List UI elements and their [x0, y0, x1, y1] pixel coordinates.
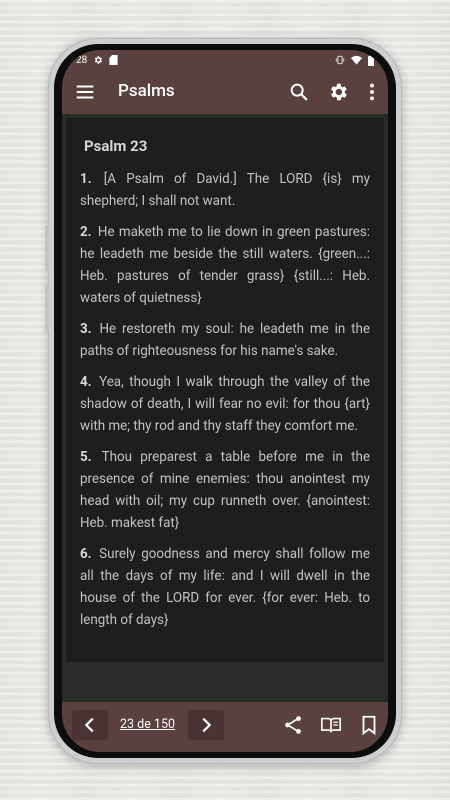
bookmark-icon[interactable] [358, 714, 380, 736]
sd-card-icon [109, 55, 118, 65]
verse-text: Thou preparest a table before me in the presence of mine enemies: thou anointest my head with oil; my cup runneth over. {anointest: Heb. makest fat} [80, 450, 370, 531]
chevron-right-icon [195, 714, 217, 736]
bottom-bar [62, 702, 388, 752]
next-chapter-button[interactable] [188, 710, 224, 740]
chapter-page-link[interactable]: 23 de 150 [120, 717, 176, 732]
verse-text: Yea, though I walk through the valley of the shadow of death, I will fear no evil: for thou {art} with me; thy rod and thy staff they comfort me. [80, 375, 370, 434]
share-icon[interactable] [282, 714, 304, 736]
vibrate-icon [335, 55, 345, 65]
verse-6 [80, 544, 370, 632]
status-bar [62, 50, 388, 70]
search-icon[interactable] [288, 81, 310, 103]
volume-button [45, 225, 49, 271]
previous-chapter-button[interactable] [72, 710, 108, 740]
verse-number: 2. [80, 225, 92, 240]
verse-number: 4. [80, 375, 92, 390]
verse-text: [A Psalm of David.] The LORD {is} my shepherd; I shall not want. [80, 172, 370, 209]
verse-text: He maketh me to lie down in green pastures: he leadeth me beside the still waters. {green...: Heb. pastures of tender grass} {still...: Heb. waters of quietness} [80, 225, 370, 306]
wifi-icon [351, 55, 362, 65]
settings-icon[interactable] [327, 81, 349, 103]
verse-2 [80, 222, 370, 310]
page-title: Psalms [118, 81, 175, 101]
verse-text: Surely goodness and mercy shall follow me all the days of my life: and I will dwell in the house of the LORD for ever. {for ever: Heb. to length of days} [80, 547, 371, 628]
chapter-heading: Psalm 23 [84, 137, 148, 155]
verse-text: He restoreth my soul: he leadeth me in the paths of righteousness for his name's sake. [80, 322, 370, 359]
verse-3 [80, 319, 370, 363]
chapter-card [66, 118, 384, 662]
app-bar [62, 70, 388, 114]
verse-number: 3. [80, 322, 92, 337]
book-open-icon[interactable] [320, 714, 342, 736]
verse-1 [80, 169, 370, 213]
gear-icon [93, 55, 103, 65]
verse-number: 6. [80, 547, 92, 562]
status-time: 28 [76, 54, 88, 66]
verse-4 [80, 372, 370, 438]
screen [62, 50, 388, 752]
verse-number: 5. [80, 450, 92, 465]
verse-number: 1. [80, 172, 92, 187]
power-button [45, 285, 49, 333]
menu-icon[interactable] [74, 81, 96, 103]
more-vert-icon[interactable] [362, 81, 382, 103]
battery-icon [368, 55, 374, 66]
chevron-left-icon [79, 714, 101, 736]
verse-5 [80, 447, 370, 535]
